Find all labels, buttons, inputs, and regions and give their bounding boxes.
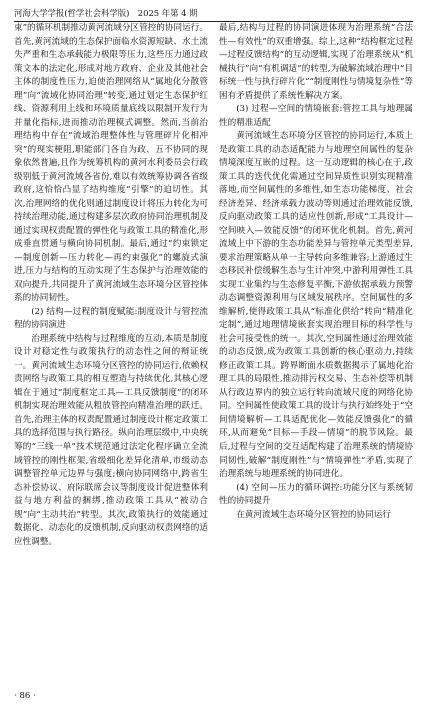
page-number: · 86 · [14, 691, 36, 701]
journal-header-text: 河海大学学报(哲学社会科学版) 2025 年第 4 期 [14, 8, 198, 18]
running-header [14, 6, 413, 22]
body-paragraph: 最后,结构与过程的协同演进体现为治理系统“合法性—有效性”的双重增强。综上,这种“结构框定过程—过程反馈结构”的互动逻辑,实现了治理系统从“机械执行”向“有机调适”的转型,为破解流域治理中“目标统一性与执行碎片化”“制度刚性与情境复杂性”等困有矛盾提供了系统性解决方案。 [219, 23, 413, 101]
left-column [14, 22, 208, 684]
body-paragraph: 在黄河流域生态环境分区管控的协同运行 [236, 509, 391, 520]
right-column [219, 22, 413, 684]
section-subheading: (4) 空间—压力的循环调控:功能分区与系统韧性的协同提升 [219, 482, 413, 507]
body-paragraph: 黄河流域生态环境分区管控的协同运行,本质上是政策工具的动态适配能力与地理空间属性的复杂情境深度互嵌的过程。这一互动逻辑的核心在于,政策工具的迭代优化需通过空间异质性识别实现精准落地,而空间属性的多维性,如生态功能梯度、社会经济差异、经济承载力波动等则通过治理效能反馈,反向驱动政策工具的适应性创新,形成“工具设计—空间映入—效能反馈”的闭环优化机制。首先,黄河流域上中下游的生态功能差异与管控单元类型差异,要求治理策略从单一主导转向多维兼容;上游通过生态移民补偿缓解生态与生计冲突,中游利用弹性工具实现工业集约与生态修复平衡,下游依据承载力预警动态调整资源利用与区域发展秩序。空间属性的多维解析,使得政策工具从“标准化供给”转向“精准化定制”,通过地理情境嵌套实现治理目标的科学性与社会可接受性的统一。其次,空间属性通过治理效能的动态反馈,成为政策工具创新的核心驱动力,持续修正政策工具。跨界断面水质数据揭示了属地化治理工具的局限性,推动排污权交易、生态补偿等机制从行政边界内的独立运行转向流域尺度的网络化协同。空间属性使政策工具的设计与执行始终处于“空间情境解析—工具适配优化—效能反馈强化”的循环,从而避免“目标—手段—情境”的脱节风险。最后,过程与空间的交互适配构建了治理系统的情境协同韧性,破解“制度刚性”与“情境弹性”矛盾,实现了治理系统与地理系统的协同进化。 [219, 131, 413, 480]
section-subheading: (2) 结构—过程的制度赋能:制度设计与管控流程的协同演进 [14, 306, 208, 331]
body-paragraph: 束”的循环机制推动黄河流域分区管控的协同运行。首先,黄河流域的生态保护面临水资源短缺、水土流失严重和生态承载能力极限等压力,这些压力通过政策文本的法定化,形成对地方政府、企业及其他社会主体的制度性压力,迫使治理网络从“属地化分散管理”向“流域化协同治理”转变,通过划定生态保护红线、资源利用上线和环境质量底线以限制开发行为并量化指标,进而推动治理模式调整。然而,当前治理结构中存在“流域治理整体性与管理碎片化相冲突”的现实梗阻,职能部门各自为政、五不协同的现象依然普遍,且作为统筹机构的黄河水利委员会行政级别低于黄河流域各省份,难以有效统筹协调各省级政府,这恰恰凸显了结构维度“引擎”的迫切性。其次,治理网络的优化则通过制度设计将压力转化为可持续治理动能,通过构建多层次政府协同治理机制及通过实现权责配置的弹性化与政策工具的精准化,形成垂直贯通与横向协同机制。最后,通过“约束锁定—制度创新—压力转化—再约束强化”的螺旋式演进,压力与结构的互动实现了生态保护与治理效能的双向提升,共同提升了黄河流域生态环境分区管控体系的协同韧性。 [14, 23, 208, 304]
body-paragraph: 治理系统中结构与过程维度的互动,本质是制度设计对稳定性与政策执行的动态性之间的辩证统一。黄河流域生态环境分区管控的协同运行,依赖权责网络与政策工具的相互塑造与持续优化,其核心逻辑在于通过“制度框定工具—工具反馈制度”的闭环机制实现治理效能从粗放管控向精准治理的跃迁。首先,治理主体的权责配置通过制度设计框定政策工具的选择范围与执行路径。纵向治理层级中,中央统筹的“三线一单”技术规范通过法定化程序确立全流域管控的刚性框架,省级细化差异化清单,市级动态调整管控单元边界与强度;横向协同网络中,跨省生态补偿协议、府际联席会议等制度设计促进整体利益与地方利益的捆绑,推动政策工具从“被动合规”向“主动共治”转型。其次,政策执行的效能通过数据化、动态化的反馈机制,反向驱动权责网络的适应性调整。 [14, 333, 208, 547]
section-subheading: (3) 过程—空间的情境嵌套:管控工具与地理属性的精准适配 [219, 104, 413, 128]
